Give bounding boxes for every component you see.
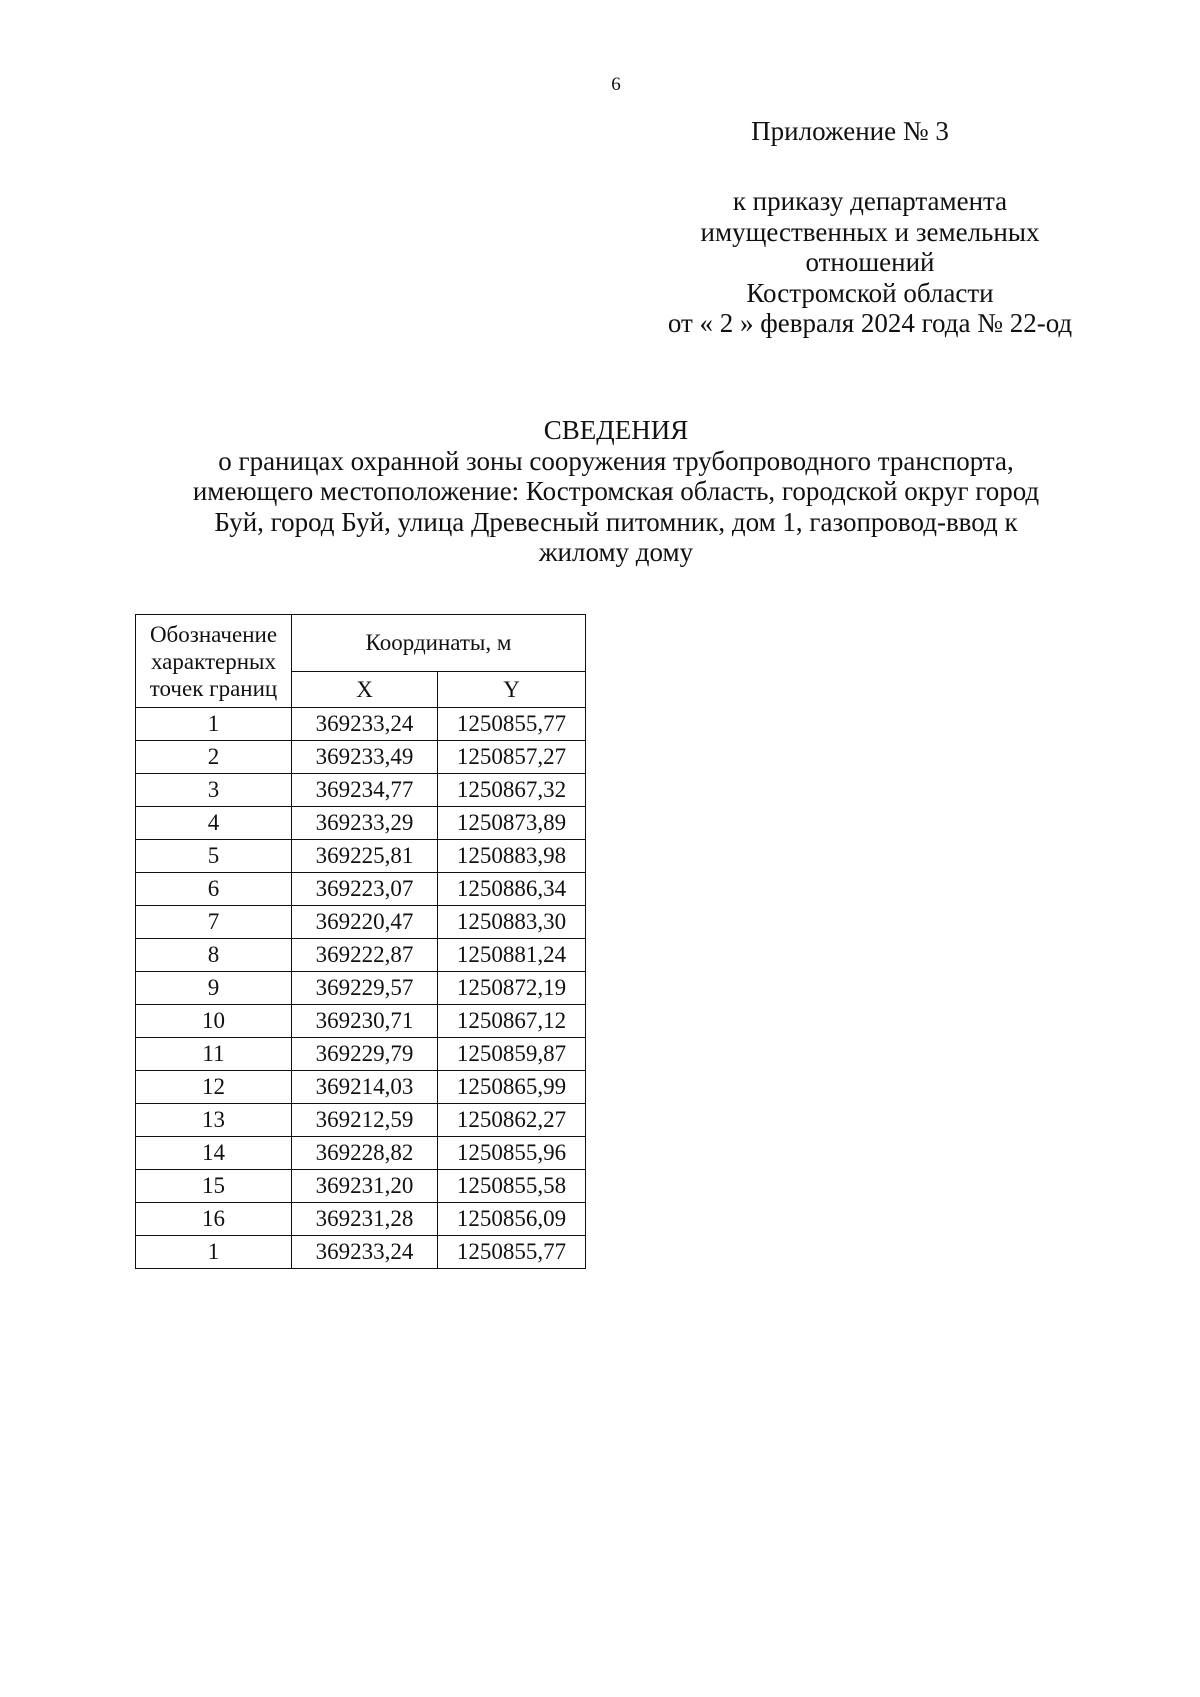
document-heading: [0, 415, 1200, 568]
table-row: [136, 1203, 586, 1236]
y-cell: 1250883,30: [438, 906, 586, 939]
y-cell: 1250862,27: [438, 1104, 586, 1137]
y-cell: 1250872,19: [438, 972, 586, 1005]
table-row: [136, 906, 586, 939]
point-cell: 16: [136, 1203, 292, 1236]
table-row: [136, 1104, 586, 1137]
heading-line: жилому дому: [538, 537, 694, 567]
point-cell: 4: [136, 807, 292, 840]
y-cell: 1250857,27: [438, 741, 586, 774]
order-ref-line: имущественных и земельных: [700, 216, 1040, 247]
y-cell: 1250855,58: [438, 1170, 586, 1203]
coordinates-table-body: [136, 708, 586, 1269]
order-reference: [610, 186, 1130, 339]
point-cell: 13: [136, 1104, 292, 1137]
table-row: [136, 1071, 586, 1104]
point-cell: 14: [136, 1137, 292, 1170]
x-cell: 369234,77: [292, 774, 438, 807]
header-point-line: точек границ: [149, 675, 278, 701]
x-cell: 369233,49: [292, 741, 438, 774]
heading-line: Буй, город Буй, улица Древесный питомник, дом 1, газопровод-ввод к: [214, 506, 1018, 537]
y-cell: 1250886,34: [438, 873, 586, 906]
page-number: 6: [611, 74, 621, 95]
header-x: X: [292, 672, 438, 708]
x-cell: 369229,79: [292, 1038, 438, 1071]
header-point-designation: [136, 615, 292, 708]
point-cell: 1: [136, 1236, 292, 1269]
table-row: [136, 939, 586, 972]
table-row: [136, 774, 586, 807]
table-row: [136, 1236, 586, 1269]
heading-line: о границах охранной зоны сооружения трубопроводного транспорта,: [218, 445, 1014, 476]
y-cell: 1250881,24: [438, 939, 586, 972]
header-point-line: характерных: [150, 648, 276, 674]
point-cell: 11: [136, 1038, 292, 1071]
x-cell: 369233,24: [292, 708, 438, 741]
x-cell: 369223,07: [292, 873, 438, 906]
x-cell: 369231,28: [292, 1203, 438, 1236]
y-cell: 1250855,96: [438, 1137, 586, 1170]
point-cell: 9: [136, 972, 292, 1005]
x-cell: 369222,87: [292, 939, 438, 972]
order-ref-date-line: от « 2 » февраля 2024 года № 22-од: [667, 308, 1073, 338]
point-cell: 10: [136, 1005, 292, 1038]
point-cell: 12: [136, 1071, 292, 1104]
table-row: [136, 1038, 586, 1071]
order-ref-line: отношений: [805, 247, 935, 277]
table-row: [136, 972, 586, 1005]
y-cell: 1250883,98: [438, 840, 586, 873]
x-cell: 369220,47: [292, 906, 438, 939]
table-row: [136, 708, 586, 741]
x-cell: 369233,24: [292, 1236, 438, 1269]
order-ref-line: к приказу департамента: [732, 186, 1008, 216]
point-cell: 3: [136, 774, 292, 807]
point-cell: 2: [136, 741, 292, 774]
table-row: [136, 1005, 586, 1038]
x-cell: 369233,29: [292, 807, 438, 840]
appendix-title: Приложение № 3: [751, 116, 949, 146]
point-cell: 1: [136, 708, 292, 741]
x-cell: 369225,81: [292, 840, 438, 873]
y-cell: 1250873,89: [438, 807, 586, 840]
table-row: [136, 840, 586, 873]
table-row: [136, 807, 586, 840]
point-cell: 5: [136, 840, 292, 873]
heading-line: имеющего местоположение: Костромская область, городской округ город: [192, 476, 1040, 506]
y-cell: 1250867,12: [438, 1005, 586, 1038]
point-cell: 6: [136, 873, 292, 906]
header-point-line: Обозначение: [149, 621, 278, 647]
x-cell: 369231,20: [292, 1170, 438, 1203]
header-y: Y: [438, 672, 586, 708]
y-cell: 1250855,77: [438, 1236, 586, 1269]
point-cell: 8: [136, 939, 292, 972]
x-cell: 369214,03: [292, 1071, 438, 1104]
point-cell: 7: [136, 906, 292, 939]
x-cell: 369229,57: [292, 972, 438, 1005]
table-row: [136, 1137, 586, 1170]
order-ref-line: Костромской области: [746, 277, 994, 308]
heading-title: СВЕДЕНИЯ: [543, 415, 689, 445]
header-coordinates: Координаты, м: [292, 615, 586, 672]
y-cell: 1250859,87: [438, 1038, 586, 1071]
table-row: [136, 741, 586, 774]
x-cell: 369230,71: [292, 1005, 438, 1038]
x-cell: 369212,59: [292, 1104, 438, 1137]
table-row: [136, 873, 586, 906]
point-cell: 15: [136, 1170, 292, 1203]
y-cell: 1250856,09: [438, 1203, 586, 1236]
y-cell: 1250855,77: [438, 708, 586, 741]
coordinates-table: [135, 614, 586, 1269]
table-row: [136, 1170, 586, 1203]
x-cell: 369228,82: [292, 1137, 438, 1170]
y-cell: 1250867,32: [438, 774, 586, 807]
y-cell: 1250865,99: [438, 1071, 586, 1104]
